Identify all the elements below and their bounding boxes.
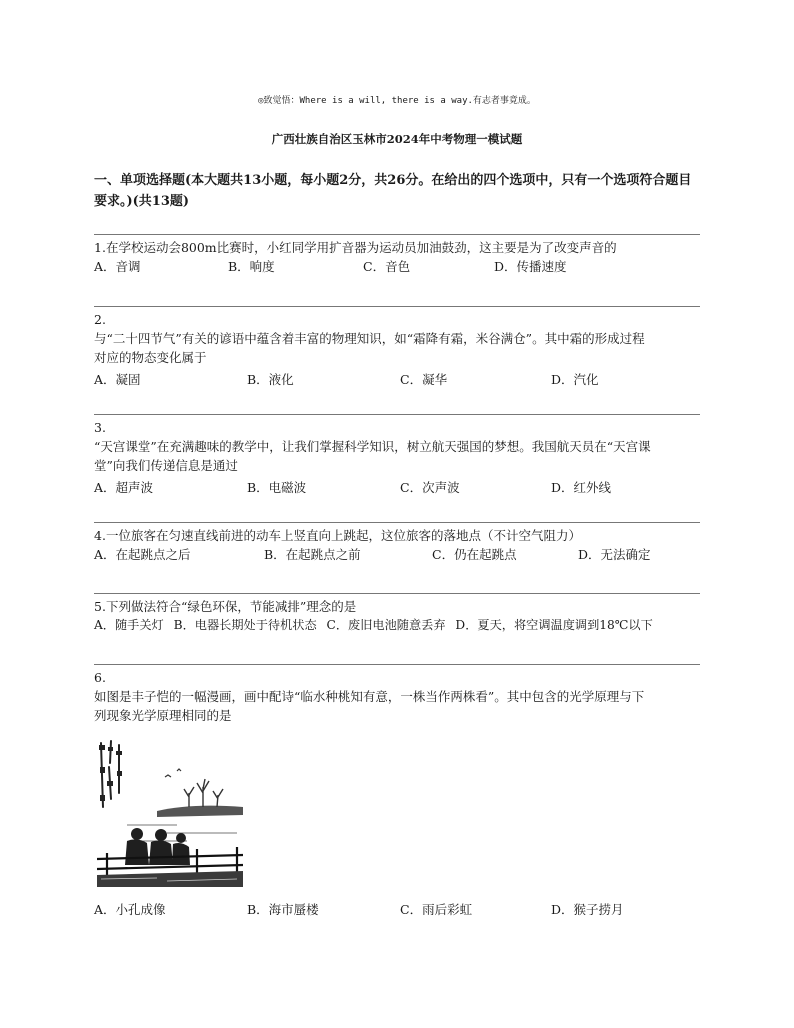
question-text: 在学校运动会800m比赛时，小红同学用扩音器为运动员加油鼓劲，这主要是为了改变声音的: [105, 240, 617, 255]
question-3: [94, 418, 704, 498]
option-c[interactable]: C．废旧电池随意丢弃: [326, 618, 446, 632]
question-number: 2.: [94, 312, 106, 327]
option-c[interactable]: C．次声波: [400, 480, 460, 495]
option-c[interactable]: C．凝华: [400, 372, 448, 387]
question-number: 3.: [94, 420, 106, 435]
option-b[interactable]: B．响度: [228, 259, 275, 274]
question-text: 一位旅客在匀速直线前进的动车上竖直向上跳起，这位旅客的落地点（不计空气阻力）: [105, 528, 581, 543]
option-b[interactable]: B．在起跳点之前: [264, 547, 361, 562]
option-a[interactable]: A．超声波: [94, 480, 154, 495]
option-d[interactable]: D．夏天，将空调温度调到18℃以下: [455, 618, 653, 632]
question-2: [94, 310, 704, 390]
question-number: 4.: [94, 528, 106, 543]
options-row: [94, 545, 704, 565]
option-d[interactable]: D．猴子捞月: [551, 902, 624, 917]
ink-cartoon-figure: [97, 737, 243, 887]
exam-title: 广西壮族自治区玉林市2024年中考物理一模试题: [271, 132, 523, 146]
option-a[interactable]: A．随手关灯: [94, 618, 164, 632]
options-row: [94, 370, 704, 390]
options-row: [94, 478, 704, 498]
question-number: 1.: [94, 240, 106, 255]
divider-line: [94, 414, 700, 415]
question-6: [94, 668, 704, 725]
divider-line: [94, 593, 700, 594]
options-row: [94, 900, 704, 920]
option-d[interactable]: D．红外线: [551, 480, 612, 495]
option-a[interactable]: A．在起跳点之后: [94, 547, 191, 562]
question-number: 5.: [94, 599, 106, 614]
divider-line: [94, 664, 700, 665]
question-6-options: [94, 900, 704, 920]
option-b[interactable]: B．液化: [247, 372, 294, 387]
question-text-line-1: 与“二十四节气”有关的谚语中蕴含着丰富的物理知识，如“霜降有霜，米谷满仓”。其中霜的形成过程: [94, 331, 645, 346]
question-text-line-2: 堂”向我们传递信息是通过: [94, 458, 238, 473]
option-b[interactable]: B．电器长期处于待机状态: [173, 618, 317, 632]
question-5: [94, 597, 704, 636]
options-row: [94, 257, 704, 277]
options-row: [94, 616, 704, 636]
option-c[interactable]: C．音色: [363, 259, 411, 274]
question-1: [94, 238, 704, 277]
option-d[interactable]: D．无法确定: [578, 547, 651, 562]
question-number: 6.: [94, 670, 106, 685]
question-text-line-2: 对应的物态变化属于: [94, 350, 207, 365]
option-a[interactable]: A．音调: [94, 259, 141, 274]
option-d[interactable]: D．汽化: [551, 372, 599, 387]
option-c[interactable]: C．仍在起跳点: [432, 547, 517, 562]
question-4: [94, 526, 704, 565]
option-b[interactable]: B．海市蜃楼: [247, 902, 319, 917]
divider-line: [94, 306, 700, 307]
question-text-line-1: “天宫课堂”在充满趣味的教学中，让我们掌握科学知识，树立航天强国的梦想。我国航天员在“天宫课: [94, 439, 651, 454]
divider-line: [94, 234, 700, 235]
motto-header: ◎致觉悟：Where is a will, there is a way.有志者事竟成。: [258, 96, 536, 106]
option-a[interactable]: A．小孔成像: [94, 902, 166, 917]
question-text-line-1: 如图是丰子恺的一幅漫画，画中配诗“临水种桃知有意，一株当作两株看”。其中包含的光学原理与下: [94, 689, 645, 704]
option-d[interactable]: D．传播速度: [494, 259, 567, 274]
question-stem: [94, 238, 704, 257]
question-text-line-2: 列现象光学原理相同的是: [94, 708, 232, 723]
section-heading: 一、单项选择题(本大题共13小题，每小题2分，共26分。在给出的四个选项中，只有一个选项符合题目要求。)(共13题): [94, 173, 692, 209]
option-b[interactable]: B．电磁波: [247, 480, 307, 495]
divider-line: [94, 522, 700, 523]
option-c[interactable]: C．雨后彩虹: [400, 902, 473, 917]
option-a[interactable]: A．凝固: [94, 372, 141, 387]
question-stem: [94, 597, 704, 616]
question-text: 下列做法符合“绿色环保，节能减排”理念的是: [105, 599, 357, 614]
question-stem: [94, 526, 704, 545]
